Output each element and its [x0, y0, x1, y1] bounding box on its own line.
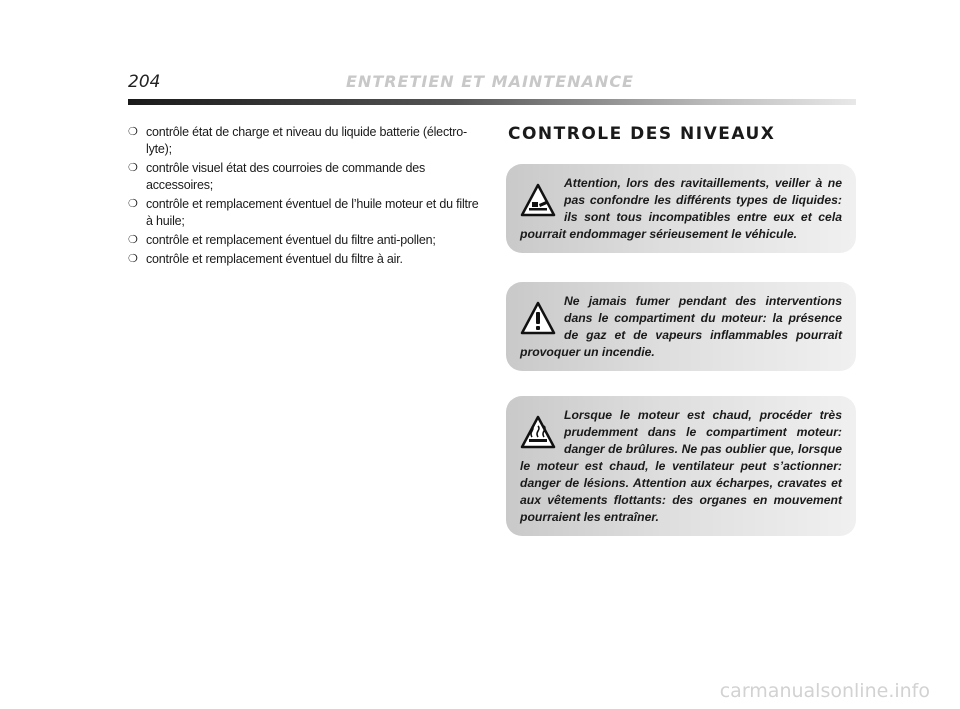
warning-box-smoking — [506, 282, 856, 371]
list-item — [128, 232, 480, 249]
list-item — [128, 196, 480, 230]
fluid-levels-section — [506, 124, 856, 524]
bullet-icon: ❍ — [128, 234, 138, 246]
bullet-icon: ❍ — [128, 253, 138, 265]
maintenance-checklist — [128, 124, 480, 270]
bullet-icon: ❍ — [128, 162, 138, 174]
warning-exclamation-icon — [520, 301, 556, 335]
list-item-text: contrôle et remplacement éventuel de l’huile moteur et du filtre à huile; — [146, 197, 479, 228]
bullet-list — [128, 124, 480, 268]
warning-text: Lorsque le moteur est chaud, procéder très prudemment dans le compartiment moteur: danger de brûlures. Ne pas oublier que, lorsque le moteur est chaud, le ventilateur peut s’actionner: danger de lésions. Attention aux écharpes, cravates et aux vêtements flottants: des organes en mouvement pourraient les entraîner. — [520, 408, 842, 524]
list-item-text: contrôle visuel état des courroies de commande des accessoires; — [146, 161, 426, 192]
warning-text: Attention, lors des ravitaillements, veiller à ne pas confondre les différents types de liquides: ils sont tous incompatibles entre eux et cela pourrait endommager sérieusement le véhicule. — [520, 176, 842, 241]
warning-box-fluids — [506, 164, 856, 253]
warning-hot-surface-icon — [520, 415, 556, 449]
section-title: CONTROLE DES NIVEAUX — [508, 124, 776, 144]
chapter-title: ENTRETIEN ET MAINTENANCE — [346, 72, 634, 91]
page-number: 204 — [128, 72, 161, 92]
list-item — [128, 160, 480, 194]
list-item — [128, 124, 480, 158]
warning-corrosive-icon — [520, 183, 556, 217]
bullet-icon: ❍ — [128, 198, 138, 210]
list-item-text: contrôle et remplacement éventuel du filtre à air. — [146, 252, 403, 266]
list-item-text: contrôle et remplacement éventuel du filtre anti-pollen; — [146, 233, 436, 247]
warning-box-hot-engine — [506, 396, 856, 536]
bullet-icon: ❍ — [128, 126, 138, 138]
header-rule — [128, 99, 856, 105]
list-item — [128, 251, 480, 268]
watermark: carmanualsonline.info — [719, 680, 930, 702]
list-item-text: contrôle état de charge et niveau du liquide batterie (électrolyte); — [146, 125, 468, 156]
warning-text: Ne jamais fumer pendant des interventions dans le compartiment du moteur: la présence de gaz et de vapeurs inflammables pourrait provoquer un incendie. — [520, 294, 842, 359]
